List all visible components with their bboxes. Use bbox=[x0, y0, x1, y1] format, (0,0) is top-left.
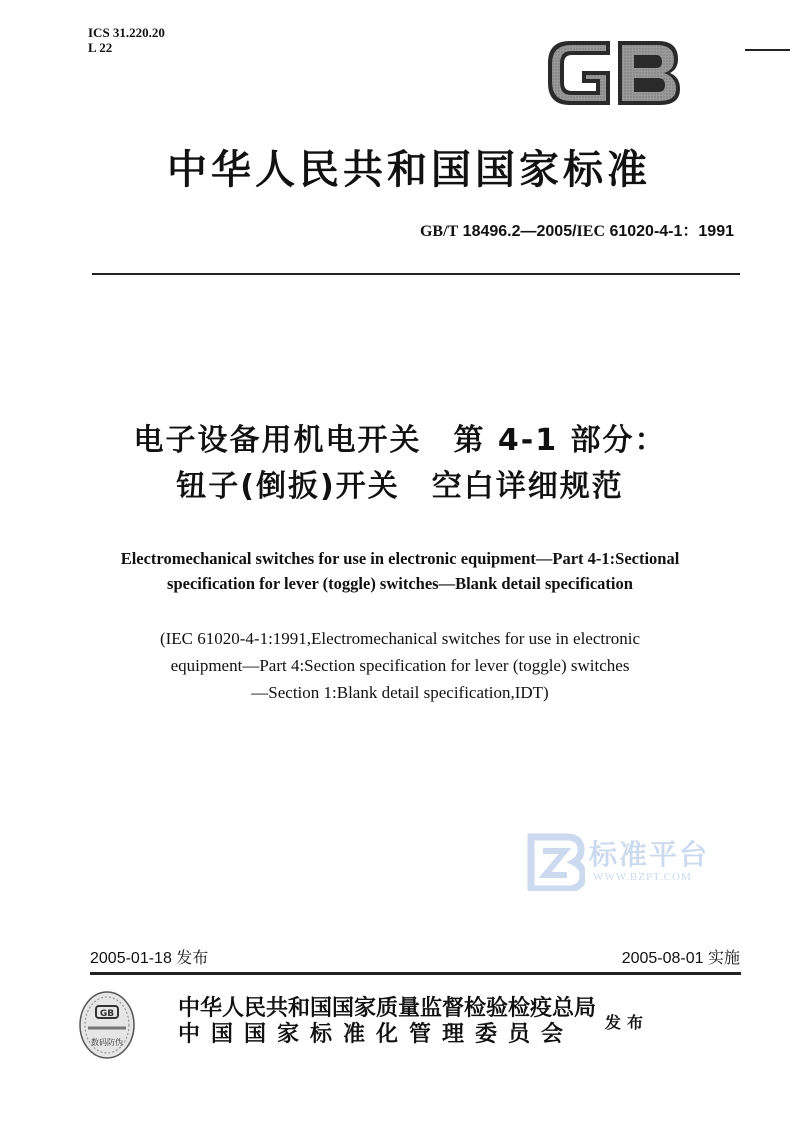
iec-note-line-2: equipment—Part 4:Section specification for lever (toggle) switches bbox=[170, 656, 630, 675]
chinese-title-line-2: 钮子(倒扳)开关 空白详细规范 bbox=[176, 469, 624, 504]
divider-bottom bbox=[90, 972, 741, 975]
standard-number-value: 18496.2—2005/ bbox=[462, 223, 577, 240]
iec-equivalence-note bbox=[0, 625, 800, 706]
watermark-url: WWW.BZPT.COM bbox=[593, 871, 692, 883]
english-title-line-1: Electromechanical switches for use in electronic equipment—Part 4-1:Sectional bbox=[120, 549, 680, 568]
iec-prefix: IEC bbox=[576, 223, 605, 240]
iec-number: 61020-4-1：1991 bbox=[609, 223, 734, 240]
standard-number bbox=[420, 218, 734, 241]
implementation-date: 2005-08-01 实施 bbox=[621, 950, 740, 967]
anti-counterfeit-seal-icon bbox=[78, 990, 136, 1060]
national-standard-title: 中华人民共和国国家标准 bbox=[167, 147, 651, 193]
header-dash bbox=[745, 49, 790, 51]
ccs-code: L 22 bbox=[88, 40, 113, 55]
issuer-aqsiq: 中华人民共和国国家质量监督检验检疫总局 bbox=[178, 996, 597, 1021]
iec-note-line-3: —Section 1:Blank detail specification,IDT) bbox=[251, 683, 549, 702]
iec-note-line-1: (IEC 61020-4-1:1991,Electromechanical switches for use in electronic bbox=[159, 629, 641, 648]
gb-logo-icon bbox=[540, 33, 688, 113]
watermark bbox=[527, 833, 727, 893]
svg-text:GB: GB bbox=[99, 1009, 115, 1019]
bzpt-logo-icon bbox=[527, 833, 585, 891]
standard-prefix: GB/T bbox=[419, 223, 459, 240]
watermark-name: 标准平台 bbox=[589, 838, 710, 871]
classification-codes bbox=[88, 25, 165, 55]
english-title bbox=[0, 546, 800, 596]
publish-label: 发布 bbox=[605, 1013, 650, 1032]
english-title-line-2: specification for lever (toggle) switches—Blank detail specification bbox=[167, 574, 633, 593]
ics-code: ICS 31.220.20 bbox=[88, 25, 165, 40]
seal-text: 数码防伪 bbox=[91, 1038, 123, 1047]
issue-date: 2005-01-18 发布 bbox=[90, 950, 209, 967]
chinese-title-line-1: 电子设备用机电开关 第 4-1 部分： bbox=[133, 423, 667, 458]
chinese-title bbox=[0, 418, 800, 510]
divider-top bbox=[92, 273, 740, 275]
issuer-sac: 中国国家标准化管理委员会 bbox=[178, 1022, 575, 1047]
